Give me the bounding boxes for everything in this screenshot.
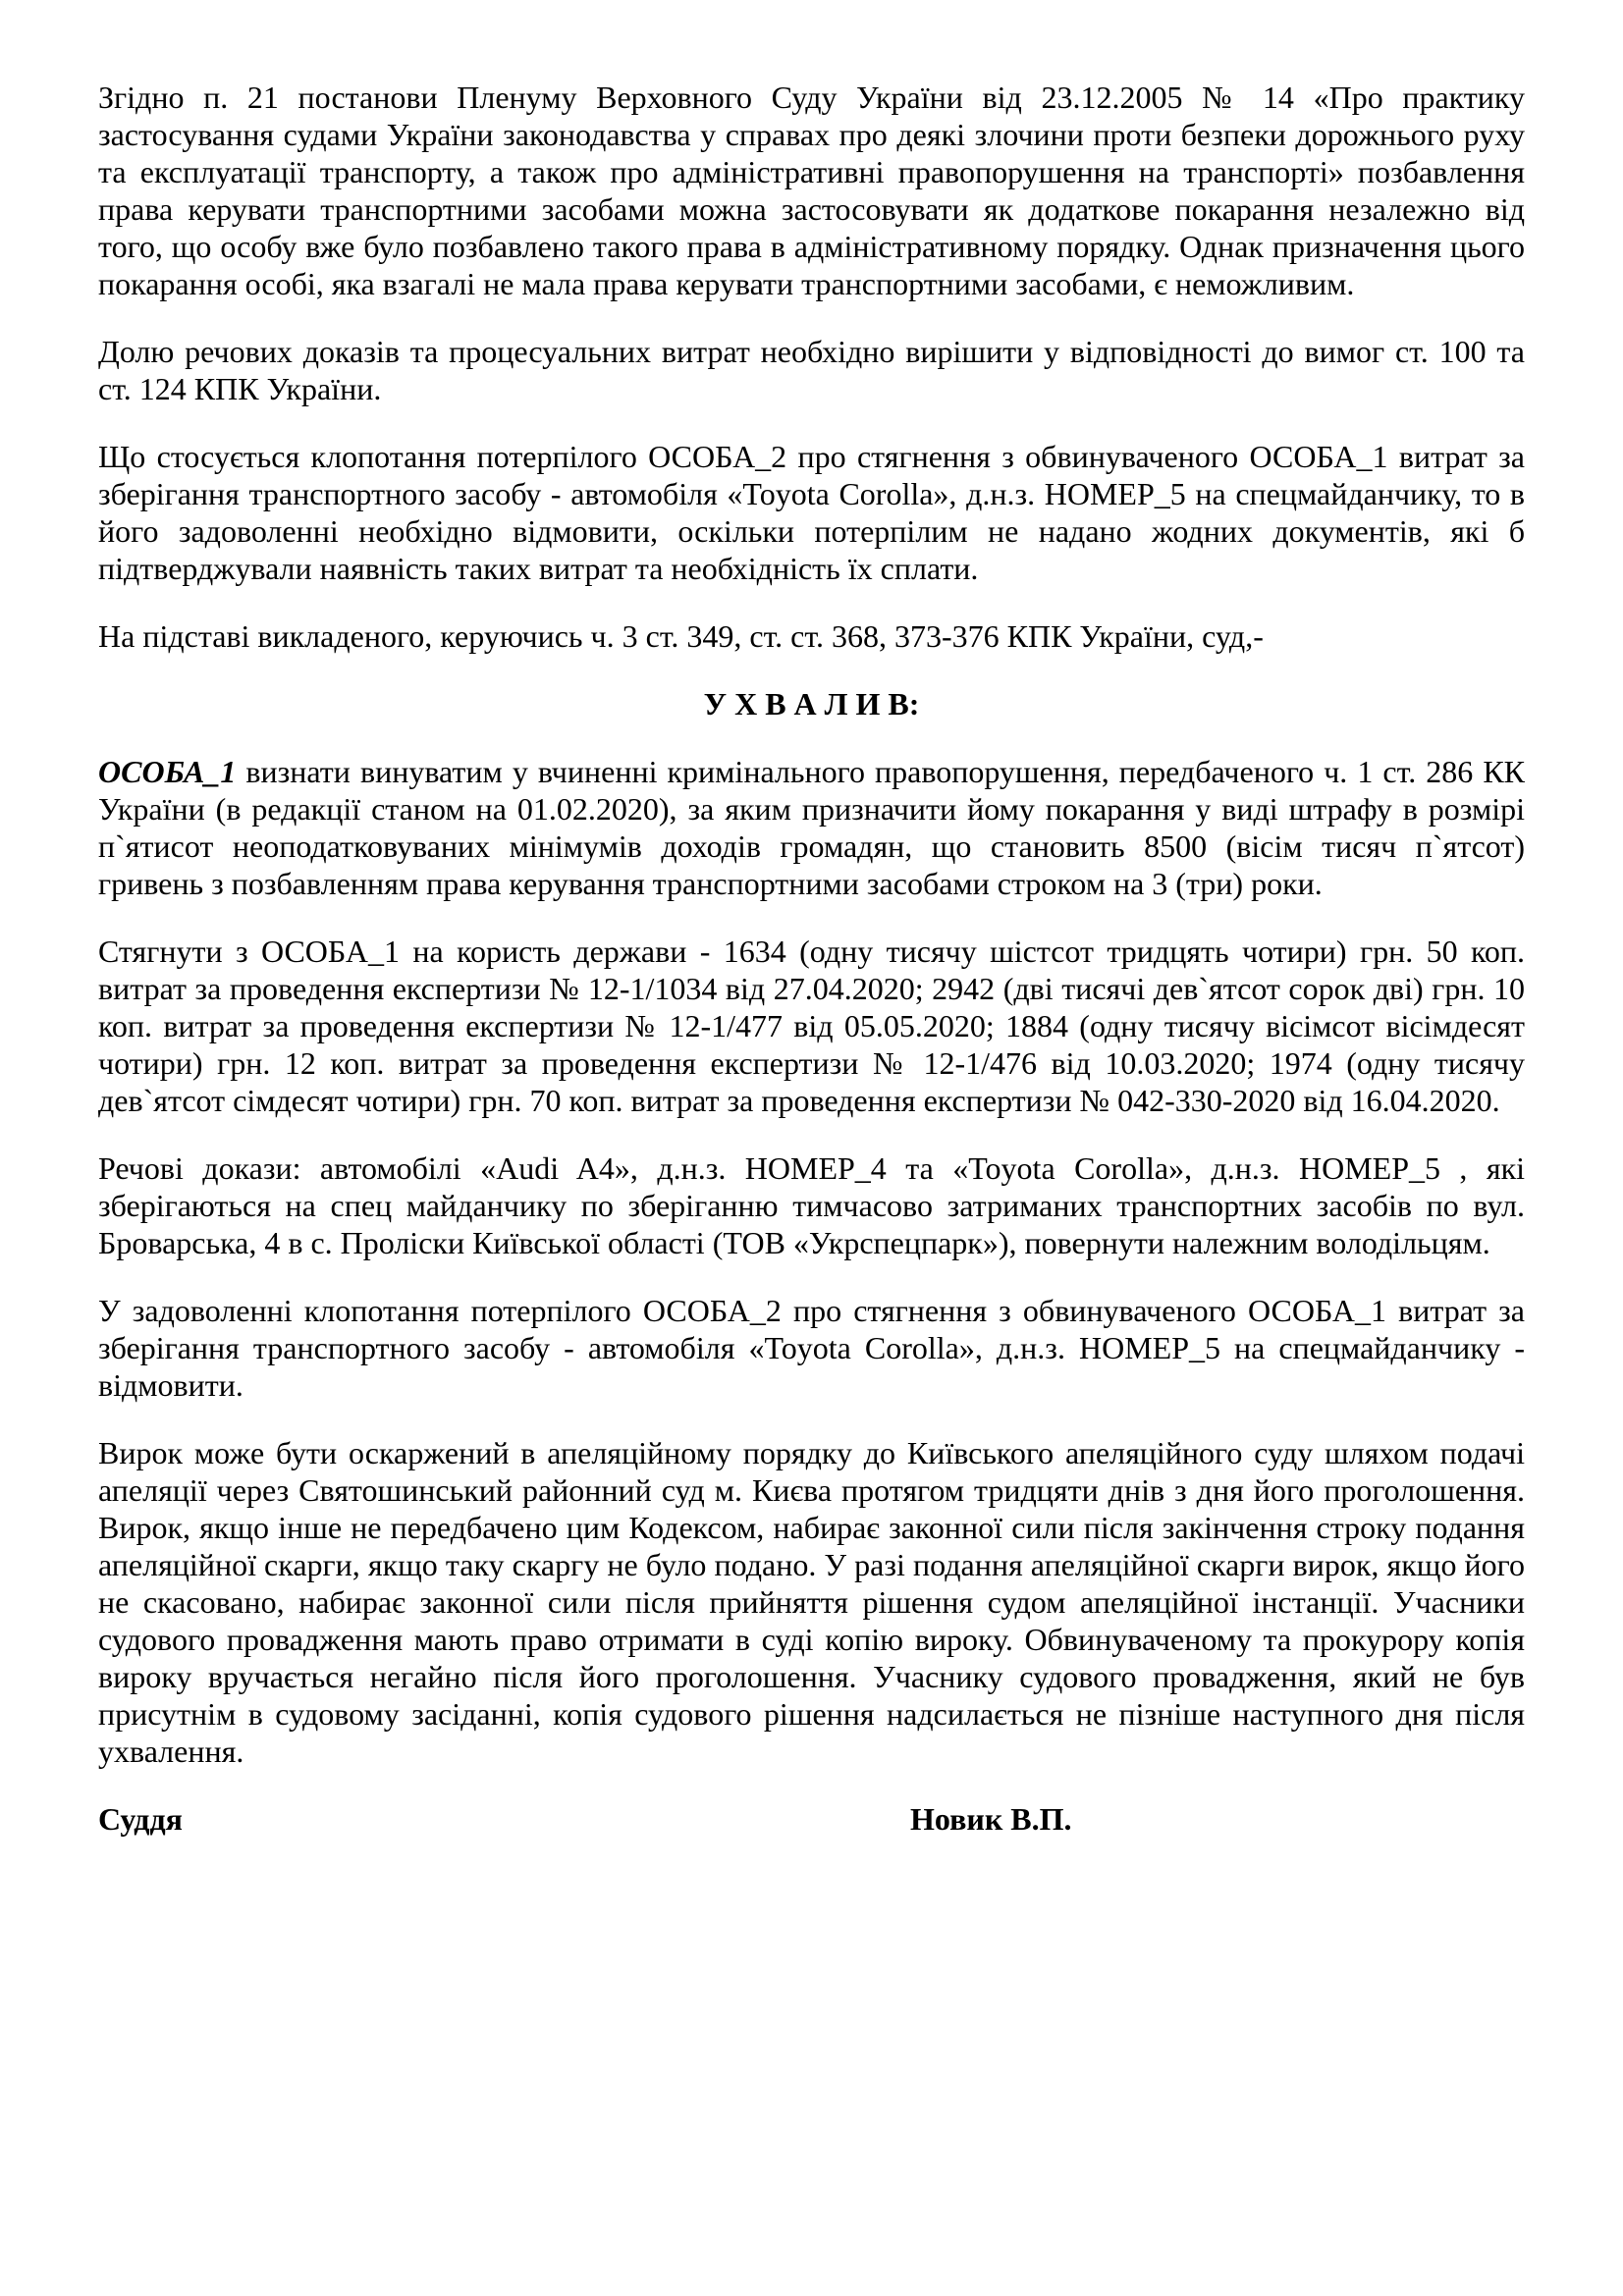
signature-line [98,1800,1525,1838]
paragraph-victim-claim: Що стосується клопотання потерпілого ОСОБА_2 про стягнення з обвинуваченого ОСОБА_1 витрат за зберігання транспортного засобу - автомобіля «Toyota Corolla», д.н.з. НОМЕР_5 на спецмайданчику, то в його задоволенні необхідно відмовити, оскільки потерпілим не надано жодних документів, які б підтверджували наявність таких витрат та необхідність їх сплати. [98,439,1525,586]
paragraph-claim-denied: У задоволенні клопотання потерпілого ОСОБА_2 про стягнення з обвинуваченого ОСОБА_1 витрат за зберігання транспортного засобу - автомобіля «Toyota Corolla», д.н.з. НОМЕР_5 на спецмайданчику - відмовити. [98,1293,1525,1403]
paragraph-material-evidence: Речові докази: автомобілі «Audi A4», д.н.з. НОМЕР_4 та «Toyota Corolla», д.н.з. НОМЕР_5 , які зберігаються на спец майданчику по зберіганню тимчасово затриманих транспортних засобів по вул. Броварська, 4 в с. Проліски Київської області (ТОВ «Укрспецпарк»), повернути належним володільцям. [98,1150,1525,1260]
paragraph-appeal-procedure: Вирок може бути оскаржений в апеляційному порядку до Київського апеляційного суду шляхом подачі апеляції через Святошинський районний суд м. Києва протягом тридцяти днів з дня його проголошення. Вирок, якщо інше не передбачено цим Кодексом, набирає законної сили після закінчення строку подання апеляційної скарги, якщо таку скаргу не було подано. У разі подання апеляційної скарги вирок, якщо його не скасовано, набирає законної сили після прийняття рішення судом апеляційної інстанції. Учасники судового провадження мають право отримати в суді копію вироку. Обвинуваченому та прокурору копія вироку вручається негайно після його проголошення. Учаснику судового провадження, який не був присутнім в судовому засіданні, копія судового рішення надсилається не пізніше наступного дня після ухвалення. [98,1435,1525,1769]
judge-name: Новик В.П. [910,1801,1072,1837]
verdict-text: визнати винуватим у вчиненні кримінального правопорушення, передбаченого ч. 1 ст. 286 КК України (в редакції станом на 01.02.2020), за яким призначити йому покарання у виді штрафу в розмірі п`ятисот неоподатковуваних мінімумів доходів громадян, що становить 8500 (вісім тисяч п`ятсот) гривень з позбавленням права керування транспортними засобами строком на 3 (три) роки. [98,754,1525,901]
paragraph-legal-basis: На підставі викладеного, керуючись ч. 3 ст. 349, ст. ст. 368, 373-376 КПК України, суд,- [98,618,1264,654]
defendant-token: ОСОБА_1 [98,754,237,789]
paragraph-verdict-guilty [98,753,1525,902]
paragraph-court-costs: Стягнути з ОСОБА_1 на користь держави - 1634 (одну тисячу шістсот тридцять чотири) грн. 50 коп. витрат за проведення експертизи № 12-1/1034 від 27.04.2020; 2942 (дві тисячі дев`ятсот сорок дві) грн. 10 коп. витрат за проведення експертизи № 12-1/477 від 05.05.2020; 1884 (одну тисячу вісімсот вісімдесят чотири) грн. 12 коп. витрат за проведення експертизи № 12-1/476 від 10.03.2020; 1974 (одну тисячу дев`ятсот сімдесят чотири) грн. 70 коп. витрат за проведення експертизи № 042-330-2020 від 16.04.2020. [98,934,1525,1118]
decision-heading: У Х В А Л И В: [703,686,920,721]
paragraph-plenum-guidance: Згідно п. 21 постанови Пленуму Верховного Суду України від 23.12.2005 № 14 «Про практику застосування судами України законодавства у справах про деякі злочини проти безпеки дорожнього руху та експлуатації транспорту, а також про адміністративні правопорушення на транспорті» позбавлення права керувати транспортними засобами можна застосовувати як додаткове покарання незалежно від того, що особу вже було позбавлено такого права в адміністративному порядку. Однак призначення цього покарання особі, яка взагалі не мала права керувати транспортними засобами, є неможливим. [98,80,1525,301]
judge-label: Суддя [98,1801,183,1837]
paragraph-evidence-costs: Долю речових доказів та процесуальних витрат необхідно вирішити у відповідності до вимог ст. 100 та ст. 124 КПК України. [98,334,1525,406]
